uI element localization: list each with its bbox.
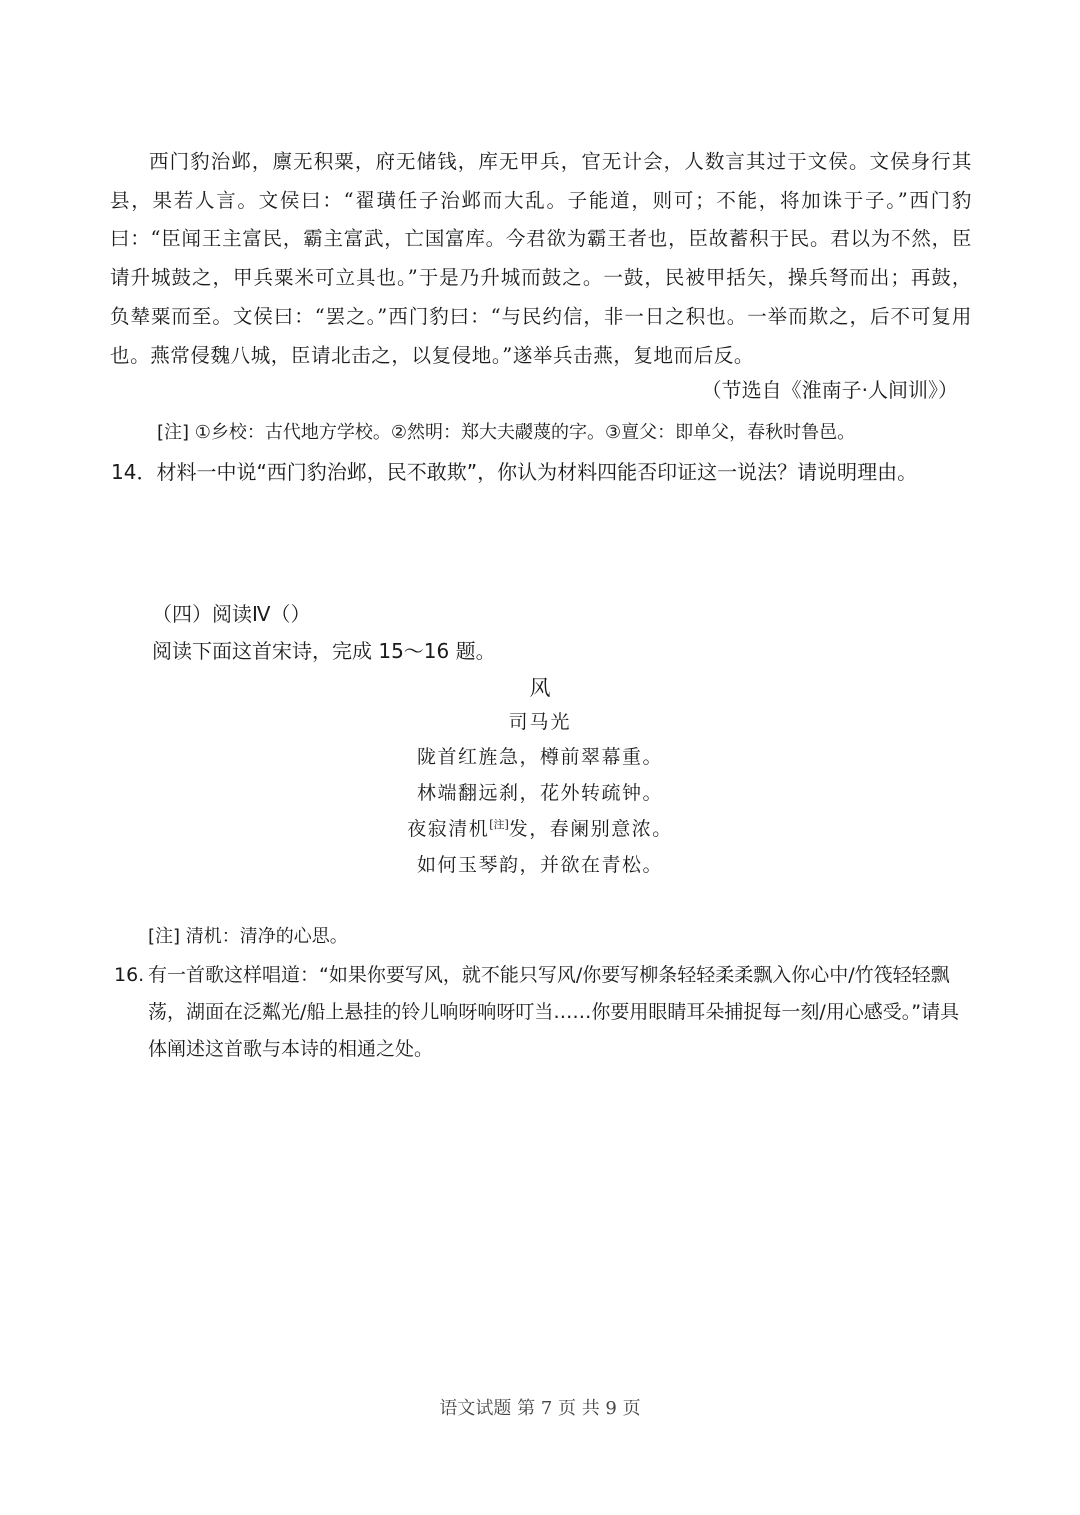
section-heading: （四）阅读Ⅳ（） <box>152 602 311 626</box>
passage-source: （节选自《淮南子·人间训》） <box>701 378 958 402</box>
classical-passage <box>110 143 972 375</box>
question-16-number: 16. <box>114 964 145 986</box>
poem-line-1: 陇首红旌急，樽前翠幕重。 <box>416 746 663 768</box>
poem-line-2: 林端翻远刹，花外转疏钟。 <box>416 782 663 804</box>
poem-line-4: 如何玉琴韵，并欲在青松。 <box>416 854 663 876</box>
question-14: 14．材料一中说“西门豹治邺，民不敢欺”，你认为材料四能否印证这一说法？请说明理由。 <box>111 460 918 484</box>
poem-title: 风 <box>529 676 551 700</box>
poem-line-3-part2: 发，春阑别意浓。 <box>508 818 673 840</box>
passage-text: 西门豹治邺，廪无积粟，府无储钱，库无甲兵，官无计会，人数言其过于文侯。文侯身行其县，果若人言。文侯曰：“翟璜任子治邺而大乱。子能道，则可；不能，将加诛于子。”西门豹曰：“臣闻王主富民，霸主富武，亡国富库。今君欲为霸王者也，臣故蓄积于民。君以为不然，臣请升城鼓之，甲兵粟米可立具也。”于是乃升城而鼓之。一鼓，民被甲括矢，操兵弩而出；再鼓，负辇粟而至。文侯曰：“罢之。”西门豹曰：“与民约信，非一日之积也。一举而欺之，后不可复用也。燕常侵魏八城，臣请北击之，以复侵地。”遂举兵击燕，复地而后反。 <box>110 150 972 367</box>
section-instructions: 阅读下面这首宋诗，完成 15～16 题。 <box>152 639 496 663</box>
page-footer: 语文试题 第 7 页 共 9 页 <box>439 1398 641 1419</box>
poem-author: 司马光 <box>508 711 572 733</box>
poem-line-3-part1: 夜寂清机 <box>407 818 490 840</box>
footnote-2: [注] 清机：清净的心思。 <box>148 926 348 947</box>
question-16-text: 有一首歌这样唱道：“如果你要写风，就不能只写风/你要写柳条轻轻柔柔飘入你心中/竹筏轻轻飘荡，湖面在泛粼光/船上悬挂的铃儿响呀响呀叮当……你要用眼睛耳朵捕捉每一刻/用心感受。”请具体阐述这首歌与本诗的相通之处。 <box>148 964 960 1060</box>
poem-note-mark: [注] <box>489 818 509 831</box>
footnote-1: [注] ①乡校：古代地方学校。②然明：郑大夫鬷蔑的字。③亶父：即单父，春秋时鲁邑。 <box>157 422 856 443</box>
poem-line-3 <box>0 814 1080 841</box>
